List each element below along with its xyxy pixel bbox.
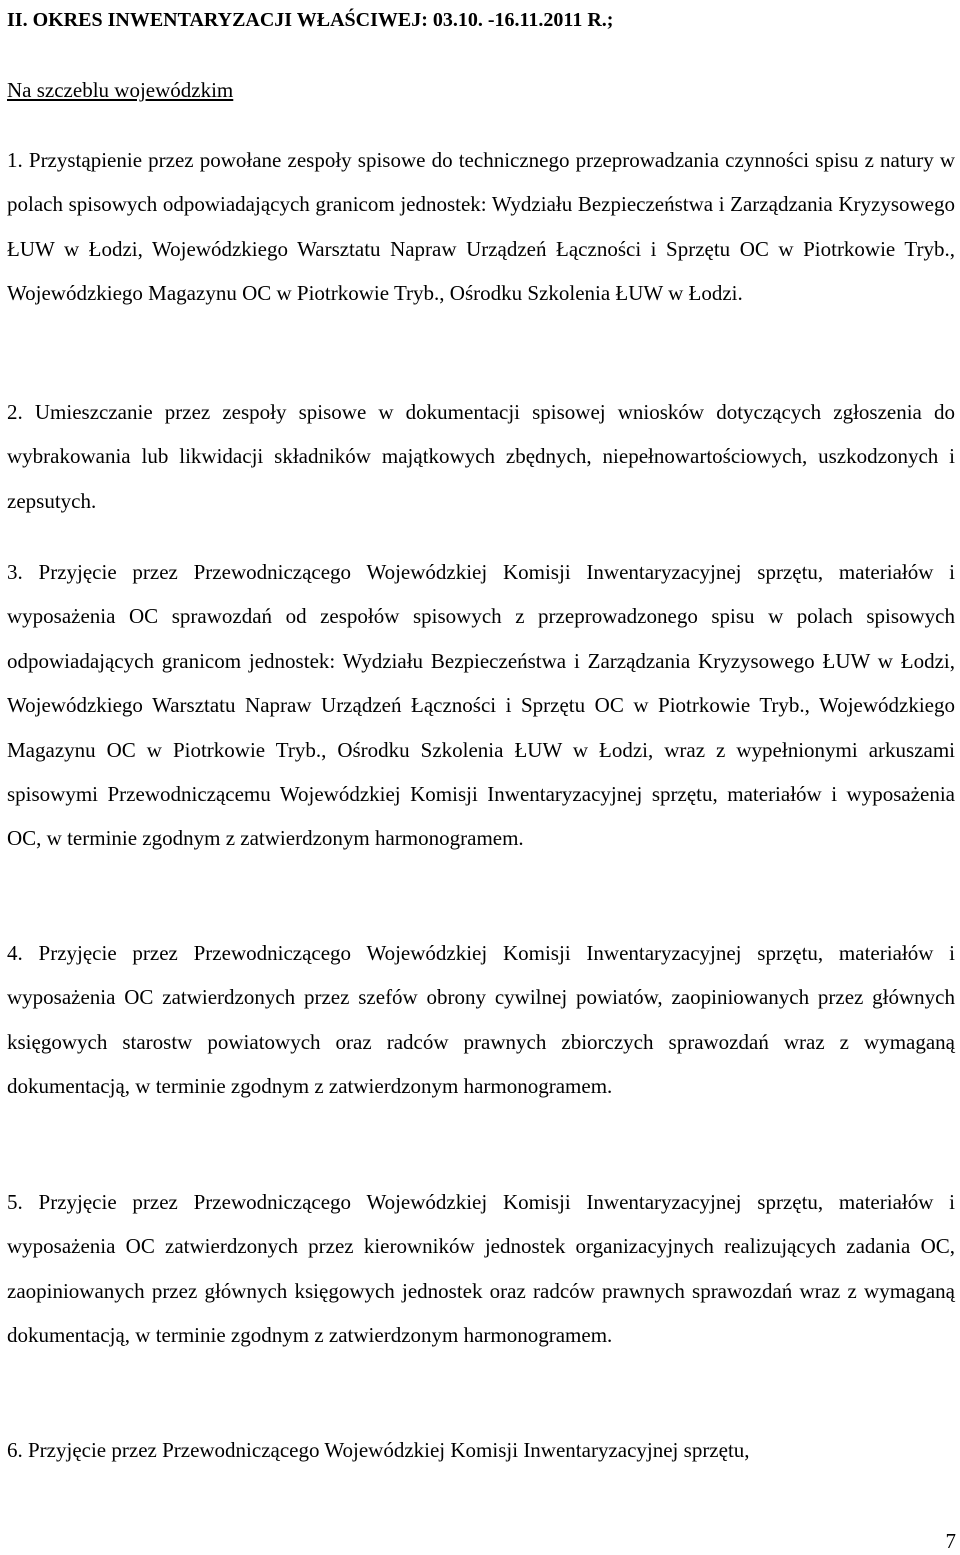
paragraph-4: 4. Przyjęcie przez Przewodniczącego Wojewódzkiej Komisji Inwentaryzacyjnej sprzętu, materiałów i wyposażenia OC zatwierdzonych przez szefów obrony cywilnej powiatów, zaopiniowanych przez głównych księgowych starostw powiatowych oraz radców prawnych zbiorczych sprawozdań wraz z wymaganą dokumentacją, w terminie zgodnym z zatwierdzonym harmonogramem. <box>7 941 955 1099</box>
paragraph-6: 6. Przyjęcie przez Przewodniczącego Wojewódzkiej Komisji Inwentaryzacyjnej sprzętu, <box>7 1438 750 1462</box>
page-number: 7 <box>945 1529 956 1553</box>
paragraph-3: 3. Przyjęcie przez Przewodniczącego Wojewódzkiej Komisji Inwentaryzacyjnej sprzętu, materiałów i wyposażenia OC sprawozdań od zespołów spisowych z przeprowadzonego spisu w polach spisowych odpowiadających granicom jednostek: Wydziału Bezpieczeństwa i Zarządzania Kryzysowego ŁUW w Łodzi, Wojewódzkiego Warsztatu Napraw Urządzeń Łączności i Sprzętu OC w Piotrkowie Tryb., Wojewódzkiego Magazynu OC w Piotrkowie Tryb., Ośrodku Szkolenia ŁUW w Łodzi, wraz z wypełnionymi arkuszami spisowymi Przewodniczącemu Wojewódzkiej Komisji Inwentaryzacyjnej sprzętu, materiałów i wyposażenia OC, w terminie zgodnym z zatwierdzonym harmonogramem. <box>7 560 955 851</box>
paragraph-2: 2. Umieszczanie przez zespoły spisowe w dokumentacji spisowej wniosków dotyczących zgłoszenia do wybrakowania lub likwidacji składników majątkowych zbędnych, niepełnowartościowych, uszkodzonych i zepsutych. <box>7 400 955 513</box>
paragraph-5: 5. Przyjęcie przez Przewodniczącego Wojewódzkiej Komisji Inwentaryzacyjnej sprzętu, materiałów i wyposażenia OC zatwierdzonych przez kierowników jednostek organizacyjnych realizujących zadania OC, zaopiniowanych przez głównych księgowych jednostek oraz radców prawnych sprawozdań wraz z wymaganą dokumentacją, w terminie zgodnym z zatwierdzonym harmonogramem. <box>7 1190 955 1348</box>
paragraph-1: 1. Przystąpienie przez powołane zespoły spisowe do technicznego przeprowadzania czynności spisu z natury w polach spisowych odpowiadających granicom jednostek: Wydziału Bezpieczeństwa i Zarządzania Kryzysowego ŁUW w Łodzi, Wojewódzkiego Warsztatu Napraw Urządzeń Łączności i Sprzętu OC w Piotrkowie Tryb., Wojewódzkiego Magazynu OC w Piotrkowie Tryb., Ośrodku Szkolenia ŁUW w Łodzi. <box>7 148 955 306</box>
section-heading: II. OKRES INWENTARYZACJI WŁAŚCIWEJ: 03.10. -16.11.2011 R.; <box>7 9 614 31</box>
section-subheading: Na szczeblu wojewódzkim <box>7 78 234 102</box>
